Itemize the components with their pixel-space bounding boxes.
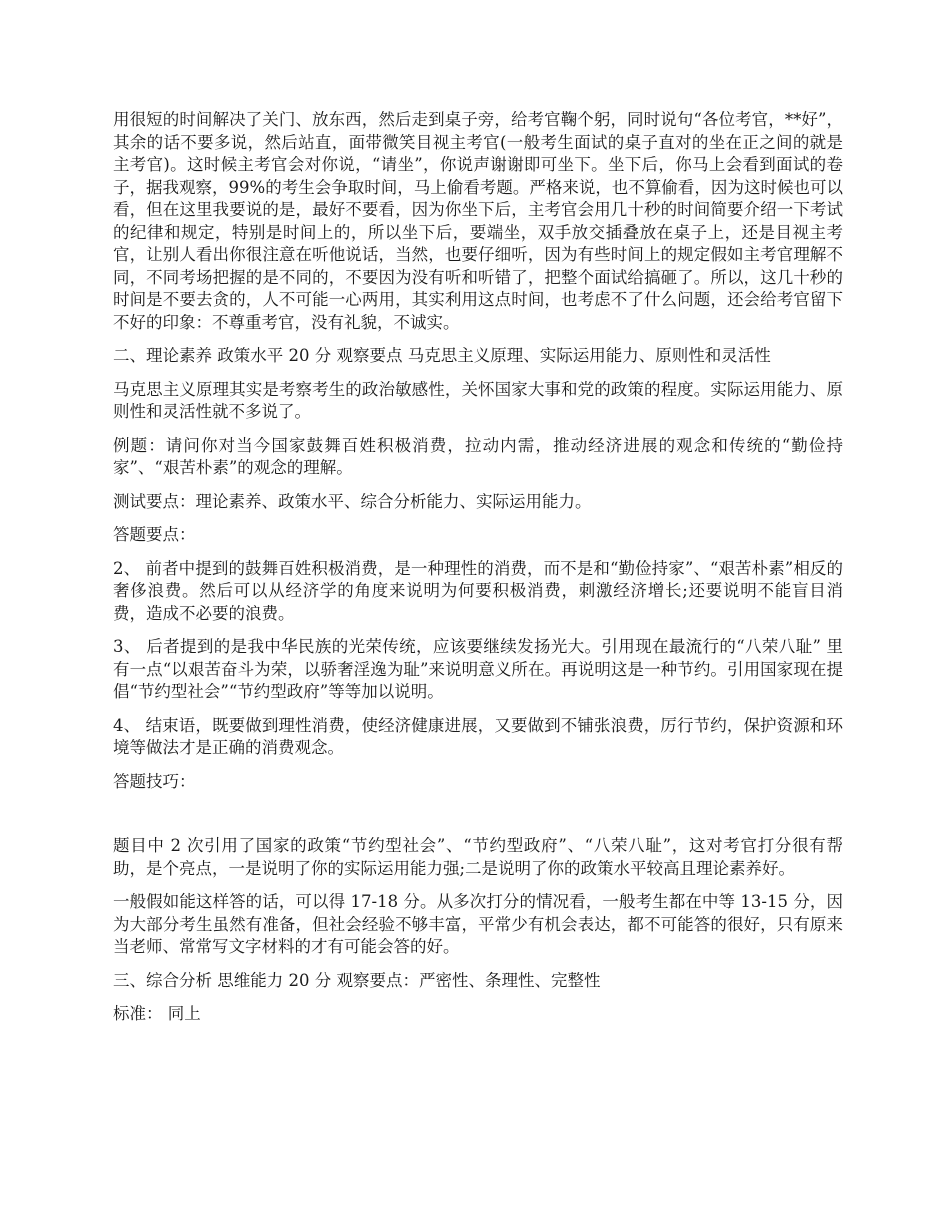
list-item-point-3: 3、 后者提到的是我中华民族的光荣传统，应该要继续发扬光大。引用现在最流行的“八荣八耻” 里有一点“以艰苦奋斗为荣，以骄奢淫逸为耻”来说明意义所在。再说明这是一种节约。引用国家现在提倡“节约型社会”“节约型政府”等等加以说明。 <box>113 637 843 701</box>
paragraph-answer-points-label: 答题要点： <box>113 525 196 544</box>
paragraph-answer-tips-label: 答题技巧： <box>113 771 196 791</box>
paragraph-example-question: 例题：请问你对当今国家鼓舞百姓积极消费，拉动内需，推动经济进展的观念和传统的“勤俭持家”、“艰苦朴素”的观念的理解。 <box>113 435 843 477</box>
section-heading-analysis: 三、综合分析 思维能力 20 分 观察要点：严密性、条理性、完整性 <box>113 970 601 990</box>
paragraph-interview-etiquette: 用很短的时间解决了关门、放东西，然后走到桌子旁，给考官鞠个躬，同时说句“各位考官，**好”，其余的话不要多说，然后站直，面带微笑目视主考官(一般考生面试的桌子直对的坐在正之间的就是主考官)。这时候主考官会对你说，“请坐”，你说声谢谢即可坐下。坐下后，你马上会看到面试的卷子，据我观察，99%的考生会争取时间，马上偷看考题。严格来说，也不算偷看，因为这时候也可以看，但在这里我要说的是，最好不要看，因为你坐下后，主考官会用几十秒的时间简要介绍一下考试的纪律和规定，特别是时间上的，所以坐下后，要端坐，双手放交插叠放在桌子上，还是目视主考官，让别人看出你很注意在听他说话，当然，也要仔细听，因为有些时间上的规定假如主考官理解不同，不同考场把握的是不同的，不要因为没有听和听错了，把整个面试给搞砸了。所以，这几十秒的时间是不要去贪的，人不可能一心两用，其实利用这点时间，也考虑不了什么问题，还会给考官留下不好的印象：不尊重考官，没有礼貌，不诚实。 <box>113 110 843 332</box>
section-heading-theory: 二、理论素养 政策水平 20 分 观察要点 马克思主义原理、实际运用能力、原则性和灵活性 <box>113 346 771 365</box>
paragraph-tips-body: 题目中 2 次引用了国家的政策“节约型社会”、“节约型政府”、“八荣八耻”，这对考官打分很有帮助，是个亮点，一是说明了你的实际运用能力强;二是说明了你的政策水平较高且理论素养好。 <box>113 836 843 878</box>
paragraph-scoring: 一般假如能这样答的话，可以得 17-18 分。从多次打分的情况看，一般考生都在中等 13-15 分，因为大部分考生虽然有准备，但社会经验不够丰富，平常少有机会表达，都不可能答的很好，只有原来当老师、常常写文字材料的才有可能会答的好。 <box>113 892 843 956</box>
list-item-point-4: 4、 结束语，既要做到理性消费，使经济健康进展，又要做到不铺张浪费，厉行节约，保护资源和环境等做法才是正确的消费观念。 <box>113 715 843 757</box>
document-body <box>113 109 843 1037</box>
paragraph-standard: 标准： 同上 <box>113 1004 201 1023</box>
paragraph-test-points: 测试要点：理论素养、政策水平、综合分析能力、实际运用能力。 <box>113 491 592 511</box>
list-item-point-2: 2、 前者中提到的鼓舞百姓积极消费，是一种理性的消费，而不是和“勤俭持家”、“艰苦朴素”相反的奢侈浪费。然后可以从经济学的角度来说明为何要积极消费，刺激经济增长;还要说明不能盲目消费，造成不必要的浪费。 <box>113 558 843 623</box>
paragraph-marxism: 马克思主义原理其实是考察考生的政治敏感性，关怀国家大事和党的政策的程度。实际运用能力、原则性和灵活性就不多说了。 <box>113 379 843 421</box>
